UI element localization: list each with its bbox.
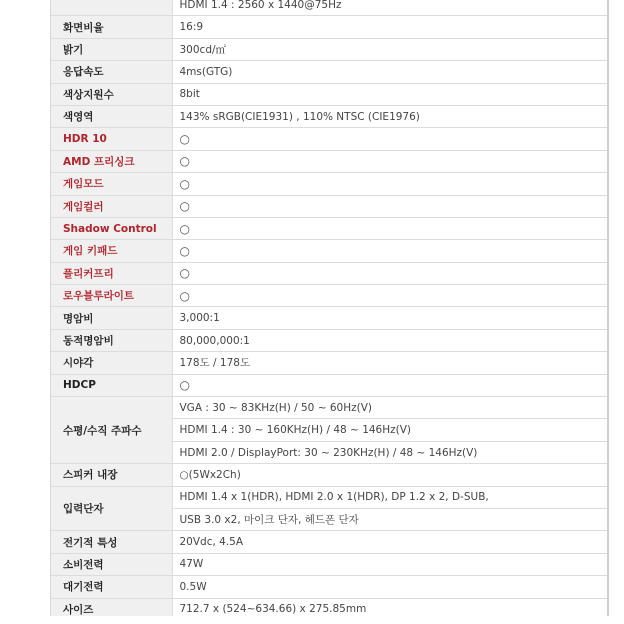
spec-row xyxy=(51,61,607,83)
bottom-margin xyxy=(0,616,624,624)
spec-value: ○ xyxy=(172,217,607,239)
spec-value: HDMI 2.0 / DisplayPort: 30 ~ 230KHz(H) / 48 ~ 146Hz(V) xyxy=(172,441,607,463)
spec-row xyxy=(51,173,607,195)
spec-label: 밝기 xyxy=(51,38,172,60)
spec-value: ○ xyxy=(172,374,607,396)
spec-label: Shadow Control xyxy=(51,217,172,239)
spec-row xyxy=(51,464,607,486)
spec-value: 8bit xyxy=(172,83,607,105)
spec-label: 게임모드 xyxy=(51,173,172,195)
spec-label: 명암비 xyxy=(51,307,172,329)
spec-row xyxy=(51,307,607,329)
spec-label: 색영역 xyxy=(51,105,172,127)
spec-label: HDR 10 xyxy=(51,128,172,150)
spec-label: 스피커 내장 xyxy=(51,464,172,486)
spec-value: ○ xyxy=(172,262,607,284)
spec-row xyxy=(51,352,607,374)
spec-label: 시야각 xyxy=(51,352,172,374)
spec-label: 전기적 특성 xyxy=(51,531,172,553)
spec-row xyxy=(51,531,607,553)
spec-row xyxy=(51,217,607,239)
spec-row xyxy=(51,195,607,217)
spec-label: AMD 프리싱크 xyxy=(51,150,172,172)
spec-label: 대기전력 xyxy=(51,576,172,598)
spec-label: 소비전력 xyxy=(51,553,172,575)
spec-row xyxy=(51,329,607,351)
spec-row xyxy=(51,374,607,396)
spec-value: ○(5Wx2Ch) xyxy=(172,464,607,486)
spec-table-frame xyxy=(50,0,609,621)
spec-label: 게임 키패드 xyxy=(51,240,172,262)
spec-row xyxy=(51,105,607,127)
spec-row xyxy=(51,397,607,419)
spec-label: 색상지원수 xyxy=(51,83,172,105)
spec-value: ○ xyxy=(172,128,607,150)
spec-value: 300cd/㎡ xyxy=(172,38,607,60)
spec-label xyxy=(51,0,172,16)
spec-row xyxy=(51,486,607,508)
spec-value: 47W xyxy=(172,553,607,575)
spec-value: HDMI 1.4 x 1(HDR), HDMI 2.0 x 1(HDR), DP 1.2 x 2, D-SUB, xyxy=(172,486,607,508)
spec-value: 4ms(GTG) xyxy=(172,61,607,83)
spec-label: 게임컬러 xyxy=(51,195,172,217)
spec-row xyxy=(51,576,607,598)
spec-value: HDMI 1.4 : 30 ~ 160KHz(H) / 48 ~ 146Hz(V) xyxy=(172,419,607,441)
spec-row xyxy=(51,262,607,284)
spec-value: 712.7 x (524~634.66) x 275.85mm xyxy=(172,598,607,620)
spec-row xyxy=(51,285,607,307)
spec-value: HDMI 1.4 : 2560 x 1440@75Hz xyxy=(172,0,607,16)
spec-label: 플리커프리 xyxy=(51,262,172,284)
spec-table xyxy=(51,0,607,621)
spec-value: 20Vdc, 4.5A xyxy=(172,531,607,553)
spec-row xyxy=(51,16,607,38)
spec-value: 178도 / 178도 xyxy=(172,352,607,374)
spec-label: 응답속도 xyxy=(51,61,172,83)
spec-label: 동적명암비 xyxy=(51,329,172,351)
spec-value: 80,000,000:1 xyxy=(172,329,607,351)
spec-row xyxy=(51,38,607,60)
spec-row xyxy=(51,0,607,16)
spec-label: 입력단자 xyxy=(51,486,172,531)
spec-label: HDCP xyxy=(51,374,172,396)
spec-value: USB 3.0 x2, 마이크 단자, 헤드폰 단자 xyxy=(172,508,607,530)
spec-row xyxy=(51,150,607,172)
spec-value: ○ xyxy=(172,285,607,307)
spec-value: VGA : 30 ~ 83KHz(H) / 50 ~ 60Hz(V) xyxy=(172,397,607,419)
spec-row xyxy=(51,553,607,575)
spec-row xyxy=(51,128,607,150)
spec-row xyxy=(51,240,607,262)
spec-label: 수평/수직 주파수 xyxy=(51,397,172,464)
spec-value: ○ xyxy=(172,195,607,217)
spec-label: 사이즈 xyxy=(51,598,172,620)
spec-value: 16:9 xyxy=(172,16,607,38)
spec-value: ○ xyxy=(172,150,607,172)
spec-label: 화면비율 xyxy=(51,16,172,38)
spec-label: 로우블루라이트 xyxy=(51,285,172,307)
spec-value: ○ xyxy=(172,240,607,262)
spec-value: 0.5W xyxy=(172,576,607,598)
spec-row xyxy=(51,83,607,105)
spec-value: 3,000:1 xyxy=(172,307,607,329)
spec-value: 143% sRGB(CIE1931) , 110% NTSC (CIE1976) xyxy=(172,105,607,127)
spec-value: ○ xyxy=(172,173,607,195)
